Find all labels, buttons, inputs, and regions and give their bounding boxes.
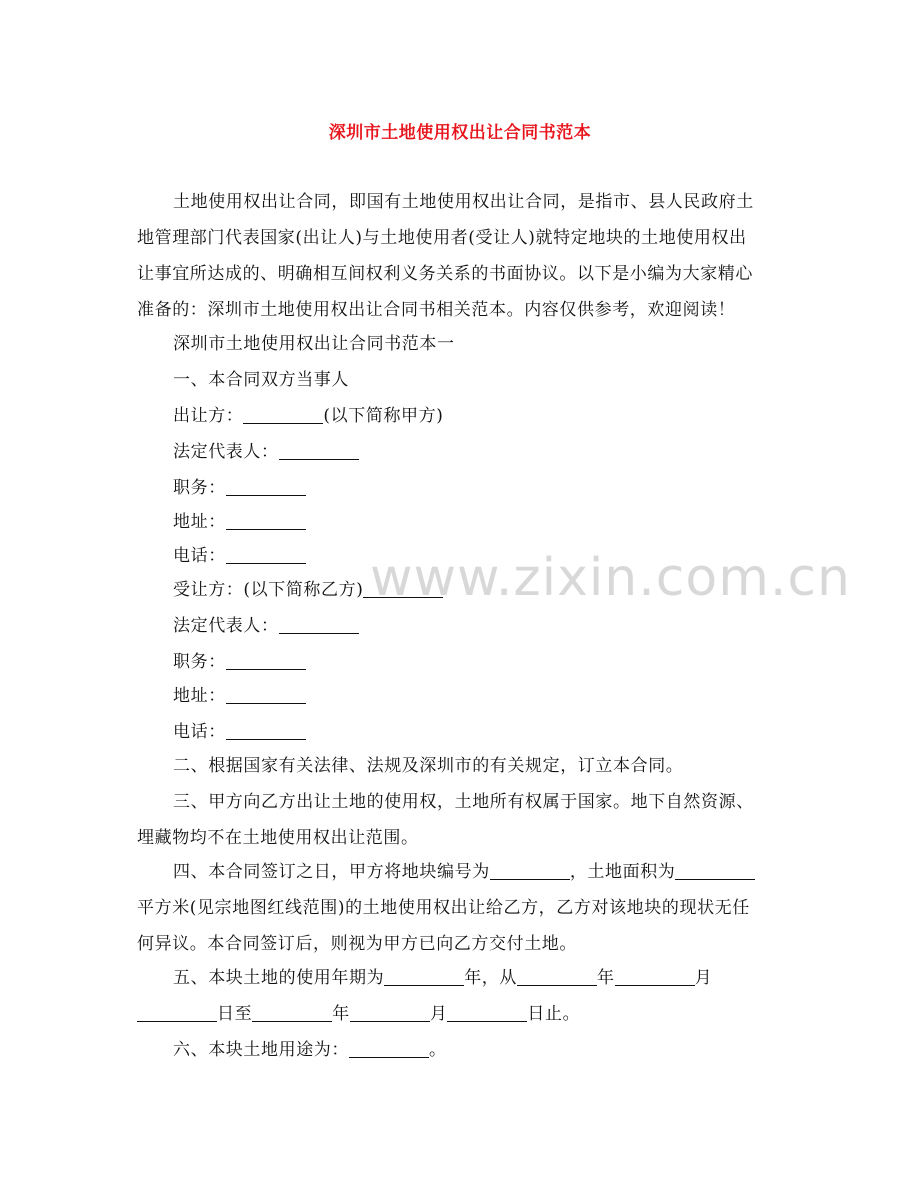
grantor-title-line xyxy=(173,476,306,500)
section-5-year: 年 xyxy=(597,968,615,988)
section-4-part1: 四、本合同签订之日，甲方将地块编号为 xyxy=(173,862,490,882)
section-4-part2: ，土地面积为 xyxy=(569,862,676,882)
grantor-phone-label: 电话： xyxy=(173,546,226,566)
section-3-line: 三、甲方向乙方出让土地的使用权，土地所有权属于国家。地下自然资源、 xyxy=(173,792,754,812)
land-use-blank xyxy=(349,1039,429,1058)
grantor-rep-label: 法定代表人： xyxy=(173,442,279,462)
grantee-phone-line xyxy=(173,720,306,744)
intro-line: 准备的：深圳市土地使用权出让合同书相关范本。内容仅供参考，欢迎阅读！ xyxy=(137,300,736,320)
section-3-line: 埋藏物均不在土地使用权出让范围。 xyxy=(137,828,419,848)
grantee-title-label: 职务： xyxy=(173,652,226,672)
section-5-line xyxy=(137,1002,580,1026)
watermark: www.zixin.com.cn xyxy=(370,548,851,608)
parcel-number-blank xyxy=(490,861,570,880)
section-2: 二、根据国家有关法律、法规及深圳市的有关规定，订立本合同。 xyxy=(173,756,684,776)
section-4-line xyxy=(173,860,755,884)
section-5-line xyxy=(173,966,712,990)
section-5-month-2: 月 xyxy=(429,1004,448,1024)
grantee-address-line xyxy=(173,684,306,708)
end-year-blank xyxy=(252,1003,332,1022)
section-6-end: 。 xyxy=(429,1040,447,1060)
grantor-title-blank xyxy=(226,477,306,496)
grantee-rep-label: 法定代表人： xyxy=(173,616,279,636)
grantor-address-blank xyxy=(226,511,306,530)
grantee-title-line xyxy=(173,650,306,674)
grantee-rep-blank xyxy=(279,615,359,634)
section-5-day-end: 日止。 xyxy=(527,1004,581,1024)
grantor-suffix: (以下简称甲方) xyxy=(323,406,444,426)
section-5-month: 月 xyxy=(694,968,713,988)
land-area-blank xyxy=(675,861,755,880)
grantor-title-label: 职务： xyxy=(173,478,226,498)
grantee-title-blank xyxy=(226,651,306,670)
grantee-rep-line xyxy=(173,614,359,638)
grantee-address-blank xyxy=(226,685,306,704)
grantor-line xyxy=(173,404,443,428)
grantor-phone-blank xyxy=(226,545,306,564)
start-day-blank xyxy=(137,1003,217,1022)
grantor-label: 出让方： xyxy=(173,406,244,426)
grantee-phone-blank xyxy=(226,721,306,740)
section-4-line: 何异议。本合同签订后，则视为甲方已向乙方交付土地。 xyxy=(137,934,577,954)
section-5-from: 年，从 xyxy=(464,968,518,988)
section-5-part1: 五、本块土地的使用年期为 xyxy=(173,968,385,988)
grantor-rep-line xyxy=(173,440,359,464)
grantee-address-label: 地址： xyxy=(173,686,226,706)
start-month-blank xyxy=(615,967,695,986)
sample-heading: 深圳市土地使用权出让合同书范本一 xyxy=(173,334,455,354)
grantee-label: 受让方：(以下简称乙方) xyxy=(173,580,364,600)
section-1-heading: 一、本合同双方当事人 xyxy=(173,370,349,390)
section-5-year-2: 年 xyxy=(332,1004,350,1024)
start-year-blank xyxy=(517,967,597,986)
section-5-day-to: 日至 xyxy=(217,1004,253,1024)
grantor-address-label: 地址： xyxy=(173,512,226,532)
grantor-blank xyxy=(243,405,323,424)
grantor-rep-blank xyxy=(279,441,359,460)
section-6-line xyxy=(173,1038,447,1062)
grantee-phone-label: 电话： xyxy=(173,722,226,742)
intro-line: 土地使用权出让合同，即国有土地使用权出让合同，是指市、县人民政府土 xyxy=(173,192,754,212)
term-years-blank xyxy=(384,967,464,986)
section-6-part1: 六、本块土地用途为： xyxy=(173,1040,349,1060)
grantor-address-line xyxy=(173,510,306,534)
intro-line: 让事宜所达成的、明确相互间权利义务关系的书面协议。以下是小编为大家精心 xyxy=(137,264,753,284)
document-title: 深圳市土地使用权出让合同书范本 xyxy=(328,123,592,143)
intro-line: 地管理部门代表国家(出让人)与土地使用者(受让人)就特定地块的土地使用权出 xyxy=(137,228,747,248)
section-4-line: 平方米(见宗地图红线范围)的土地使用权出让给乙方，乙方对该地块的现状无任 xyxy=(137,898,750,918)
grantor-phone-line xyxy=(173,544,306,568)
end-day-blank xyxy=(447,1003,527,1022)
end-month-blank xyxy=(350,1003,430,1022)
